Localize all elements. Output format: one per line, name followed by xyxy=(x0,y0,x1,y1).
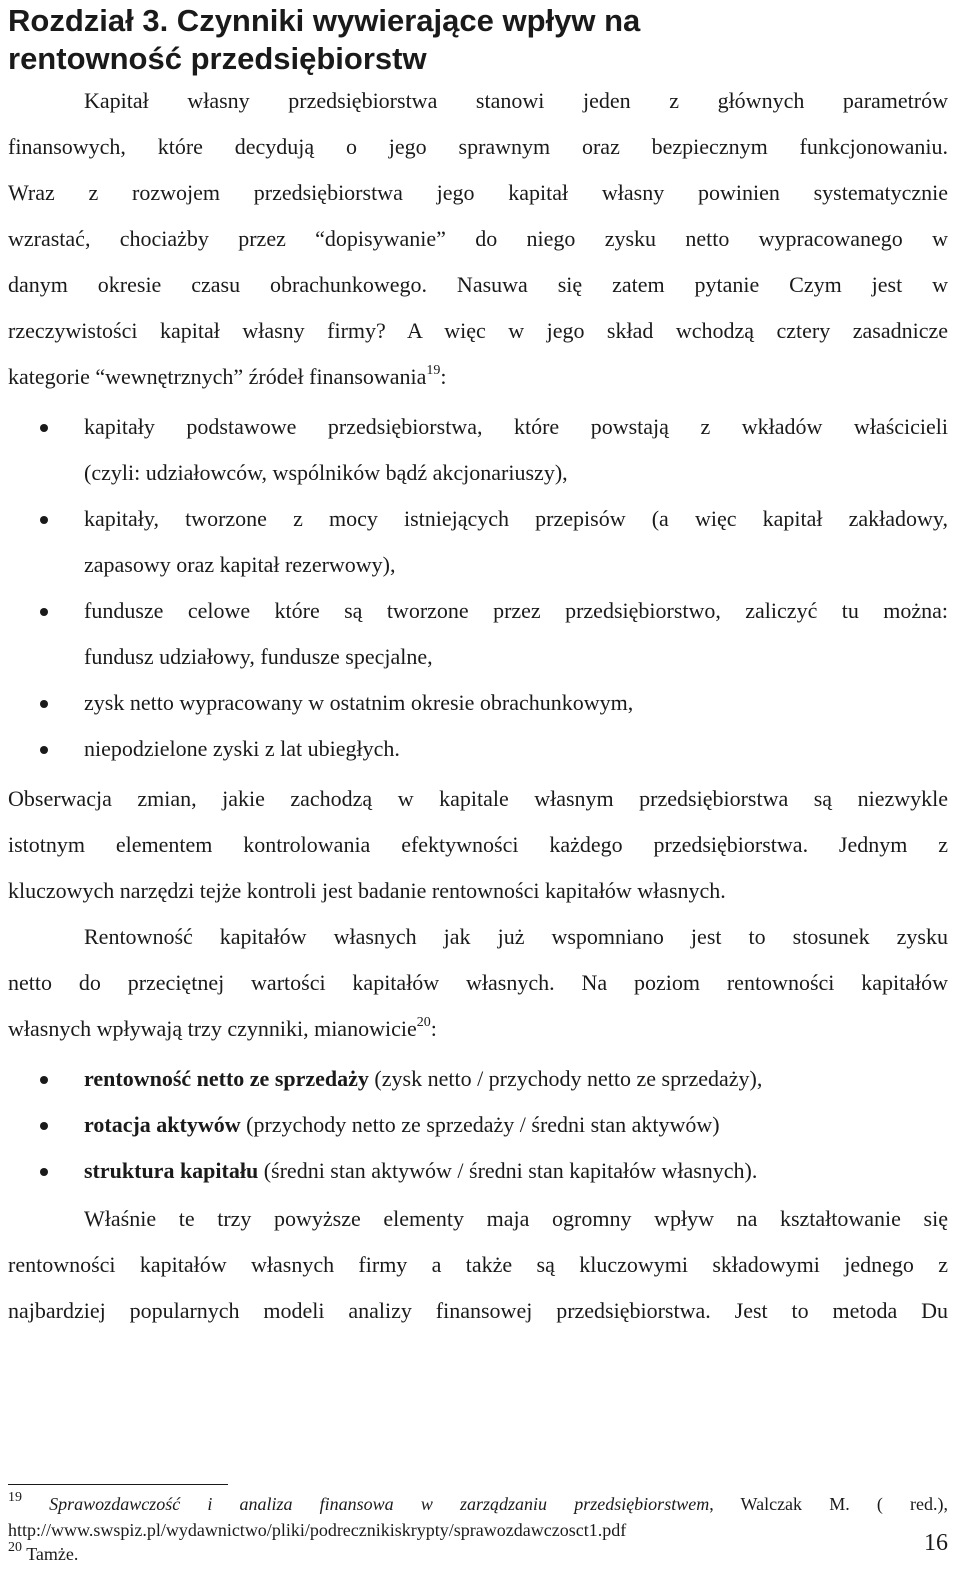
bullet2-item3-rest: (średni stan aktywów / średni stan kapitałów własnych). xyxy=(258,1158,758,1183)
bullet1-item5-line1: niepodzielone zyski z lat ubiegłych. xyxy=(84,736,400,761)
bullet2-item3-bold: struktura kapitału xyxy=(84,1158,259,1183)
bullet-dot xyxy=(40,424,48,432)
footnote-19-author: , Walczak M. ( red.), xyxy=(709,1494,949,1514)
para3-line-3 xyxy=(8,1014,437,1044)
intro-line-5: danym okresie czasu obrachunkowego. Nasuwa się zatem pytanie Czym jest w xyxy=(8,272,948,297)
chapter-title-line1: Rozdział 3. Czynniki wywierające wpływ na xyxy=(8,3,641,38)
para2-line-1: Obserwacja zmian, jakie zachodzą w kapitale własnym przedsiębiorstwa są niezwykle xyxy=(8,786,948,811)
footnote-19-url[interactable]: http://www.swspiz.pl/wydawnictwo/pliki/podrecznikiskrypty/sprawozdawczosct1.pdf xyxy=(8,1520,627,1540)
bullet1-item4-line1: zysk netto wypracowany w ostatnim okresie obrachunkowym, xyxy=(84,690,634,715)
intro-line-7-end: : xyxy=(440,364,447,389)
para4-line-2: rentowności kapitałów własnych firmy a także są kluczowymi składowymi jednego z xyxy=(8,1252,948,1277)
chapter-title xyxy=(8,2,948,78)
bullet1-item3-line1: fundusze celowe które są tworzone przez przedsiębiorstwo, zaliczyć tu można: xyxy=(84,598,948,623)
bullet-dot xyxy=(40,1122,48,1130)
para2-line-3: kluczowych narzędzi tejże kontroli jest badanie rentowności kapitałów własnych. xyxy=(8,878,726,903)
footnote-19-title: Sprawozdawczość i analiza finansowa w zarządzaniu przedsiębiorstwem xyxy=(49,1494,710,1514)
intro-line-6: rzeczywistości kapitał własny firmy? A więc w jego skład wchodzą cztery zasadnicze xyxy=(8,318,948,343)
bullet-dot xyxy=(40,1076,48,1084)
bullet1-item1-line2: (czyli: udziałowców, wspólników bądź akcjonariuszy), xyxy=(84,460,568,485)
bullet2-item3 xyxy=(84,1156,757,1186)
para3-line-2: netto do przeciętnej wartości kapitałów własnych. Na poziom rentowności kapitałów xyxy=(8,970,948,995)
bullet1-item2-line1: kapitały, tworzone z mocy istniejących przepisów (a więc kapitał zakładowy, xyxy=(84,506,948,531)
bullet1-item3-line2: fundusz udziałowy, fundusze specjalne, xyxy=(84,644,433,669)
footnote-separator xyxy=(8,1484,228,1485)
footnote-ref-20[interactable]: 20 xyxy=(416,1014,431,1030)
bullet-dot xyxy=(40,746,48,754)
para3-line-3-text: własnych wpływają trzy czynniki, mianowicie xyxy=(8,1016,417,1041)
intro-line-3: Wraz z rozwojem przedsiębiorstwa jego kapitał własny powinien systematycznie xyxy=(8,180,948,205)
bullet2-item2-bold: rotacja aktywów xyxy=(84,1112,241,1137)
bullet1-item1-line1: kapitały podstawowe przedsiębiorstwa, które powstają z wkładów właścicieli xyxy=(84,414,948,439)
chapter-title-line2: rentowność przedsiębiorstw xyxy=(8,41,427,76)
bullet-dot xyxy=(40,608,48,616)
bullet2-item2-rest: (przychody netto ze sprzedaży / średni stan aktywów) xyxy=(240,1112,720,1137)
footnote-20-number: 20 xyxy=(8,1540,22,1555)
intro-line-7 xyxy=(8,362,447,392)
footnote-19 xyxy=(8,1490,949,1515)
bullet-dot xyxy=(40,1168,48,1176)
bullet2-item2 xyxy=(84,1110,720,1140)
intro-line-2: finansowych, które decydują o jego sprawnym oraz bezpiecznym funkcjonowaniu. xyxy=(8,134,948,159)
footnote-20 xyxy=(8,1540,79,1565)
para4-line-1: Właśnie te trzy powyższe elementy maja ogromny wpływ na kształtowanie się xyxy=(84,1206,948,1231)
page-number: 16 xyxy=(924,1530,948,1556)
bullet-dot xyxy=(40,700,48,708)
footnote-ref-19[interactable]: 19 xyxy=(426,362,441,378)
para3-line-1: Rentowność kapitałów własnych jak już wspomniano jest to stosunek zysku xyxy=(84,924,948,949)
intro-line-1: Kapitał własny przedsiębiorstwa stanowi jeden z głównych parametrów xyxy=(84,88,948,113)
footnote-19-number: 19 xyxy=(8,1490,22,1505)
bullet1-item2-line2: zapasowy oraz kapitał rezerwowy), xyxy=(84,552,396,577)
para3-line-3-end: : xyxy=(430,1016,437,1041)
para4-line-3: najbardziej popularnych modeli analizy finansowej przedsiębiorstwa. Jest to metoda Du xyxy=(8,1298,948,1323)
footnote-20-text: Tamże. xyxy=(26,1544,79,1564)
bullet2-item1 xyxy=(84,1064,762,1094)
para2-line-2: istotnym elementem kontrolowania efektywności każdego przedsiębiorstwa. Jednym z xyxy=(8,832,948,857)
bullet2-item1-bold: rentowność netto ze sprzedaży xyxy=(84,1066,369,1091)
bullet-dot xyxy=(40,516,48,524)
bullet2-item1-rest: (zysk netto / przychody netto ze sprzedaży), xyxy=(368,1066,763,1091)
intro-line-7-text: kategorie “wewnętrznych” źródeł finansowania xyxy=(8,364,427,389)
intro-line-4: wzrastać, chociażby przez “dopisywanie” do niego zysku netto wypracowanego w xyxy=(8,226,948,251)
